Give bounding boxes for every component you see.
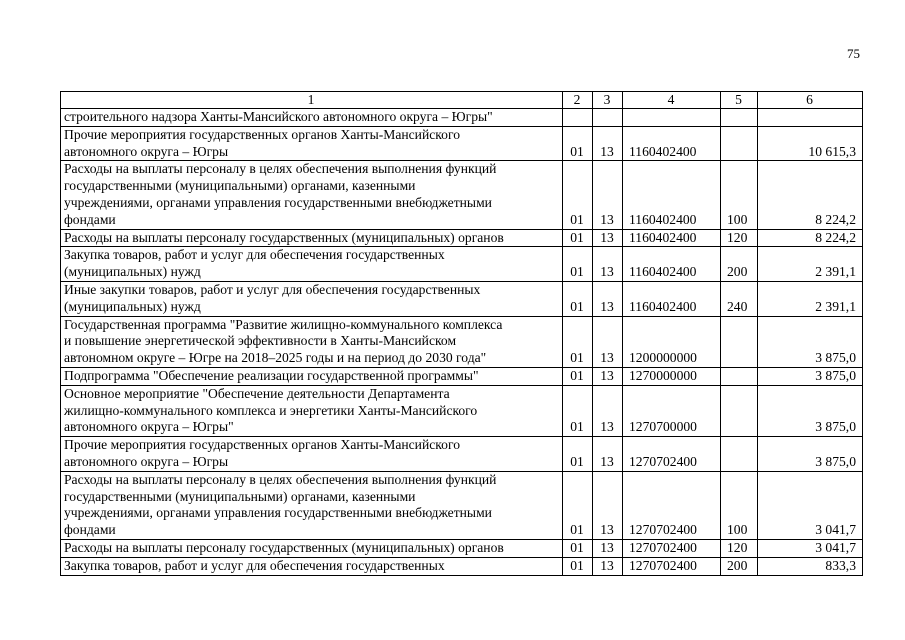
header-cell-expense-type: 5 xyxy=(721,92,758,109)
row-section: 01 xyxy=(563,557,593,575)
row-section: 01 xyxy=(563,161,593,229)
row-description xyxy=(61,229,563,247)
row-target-article: 1160402400 xyxy=(623,281,721,316)
description-line: автономном округе – Югре на 2018–2025 годы и на период до 2030 года" xyxy=(64,350,487,366)
row-subsection: 13 xyxy=(593,229,623,247)
description-line: Расходы на выплаты персоналу государственных (муниципальных) органов xyxy=(64,229,504,245)
description-line: Расходы на выплаты персоналу в целях обеспечения выполнения функций xyxy=(64,161,497,177)
row-section: 01 xyxy=(563,367,593,385)
row-subsection xyxy=(593,109,623,127)
row-description xyxy=(61,385,563,436)
row-target-article: 1270702400 xyxy=(623,471,721,539)
row-section: 01 xyxy=(563,437,593,472)
row-section: 01 xyxy=(563,229,593,247)
row-amount: 3 875,0 xyxy=(758,385,863,436)
row-section: 01 xyxy=(563,126,593,161)
row-subsection: 13 xyxy=(593,247,623,282)
description-line: Основное мероприятие "Обеспечение деятельности Департамента xyxy=(64,385,450,401)
description-line: Государственная программа "Развитие жилищно-коммунального комплекса xyxy=(64,316,503,332)
description-line: автономного округа – Югры" xyxy=(64,419,234,435)
row-section xyxy=(563,109,593,127)
row-amount: 3 875,0 xyxy=(758,316,863,367)
page-number: 75 xyxy=(847,46,860,61)
row-subsection: 13 xyxy=(593,161,623,229)
row-description xyxy=(61,316,563,367)
description-line: строительного надзора Ханты-Мансийского автономного округа – Югры" xyxy=(64,109,493,124)
row-subsection: 13 xyxy=(593,385,623,436)
header-cell-amount: 6 xyxy=(758,92,863,109)
description-line: Иные закупки товаров, работ и услуг для обеспечения государственных xyxy=(64,281,481,297)
row-target-article xyxy=(623,109,721,127)
table-row xyxy=(61,471,863,539)
row-subsection: 13 xyxy=(593,437,623,472)
row-amount xyxy=(758,109,863,127)
row-amount: 3 875,0 xyxy=(758,367,863,385)
row-target-article: 1270702400 xyxy=(623,539,721,557)
row-amount: 833,3 xyxy=(758,557,863,575)
description-line: Прочие мероприятия государственных органов Ханты-Мансийского xyxy=(64,437,461,453)
row-subsection: 13 xyxy=(593,126,623,161)
table-row xyxy=(61,316,863,367)
row-description xyxy=(61,437,563,472)
row-expense-type: 100 xyxy=(721,471,758,539)
description-line: жилищно-коммунального комплекса и энергетики Ханты-Мансийского xyxy=(64,402,478,418)
description-line: учреждениями, органами управления государственными внебюджетными xyxy=(64,505,492,521)
row-expense-type: 120 xyxy=(721,539,758,557)
table-row xyxy=(61,281,863,316)
description-line: Закупка товаров, работ и услуг для обеспечения государственных xyxy=(64,557,445,573)
description-line: Прочие мероприятия государственных органов Ханты-Мансийского xyxy=(64,126,461,142)
row-target-article: 1200000000 xyxy=(623,316,721,367)
table-row xyxy=(61,539,863,557)
row-target-article: 1160402400 xyxy=(623,247,721,282)
row-expense-type xyxy=(721,126,758,161)
row-section: 01 xyxy=(563,316,593,367)
table-row xyxy=(61,437,863,472)
table-row xyxy=(61,367,863,385)
row-expense-type: 100 xyxy=(721,161,758,229)
table-row xyxy=(61,247,863,282)
row-section: 01 xyxy=(563,247,593,282)
row-description xyxy=(61,539,563,557)
row-amount: 8 224,2 xyxy=(758,229,863,247)
description-line: Закупка товаров, работ и услуг для обеспечения государственных xyxy=(64,247,445,263)
row-expense-type xyxy=(721,367,758,385)
description-line: фондами xyxy=(64,522,116,538)
row-section: 01 xyxy=(563,471,593,539)
description-line: (муниципальных) нужд xyxy=(64,298,201,314)
row-target-article: 1270702400 xyxy=(623,437,721,472)
row-subsection: 13 xyxy=(593,281,623,316)
row-amount: 2 391,1 xyxy=(758,247,863,282)
row-description xyxy=(61,557,563,575)
table-row xyxy=(61,385,863,436)
row-expense-type: 200 xyxy=(721,247,758,282)
row-expense-type xyxy=(721,109,758,127)
row-subsection: 13 xyxy=(593,471,623,539)
table-header-row xyxy=(61,92,863,109)
row-amount: 8 224,2 xyxy=(758,161,863,229)
header-cell-section: 2 xyxy=(563,92,593,109)
row-subsection: 13 xyxy=(593,539,623,557)
row-expense-type xyxy=(721,385,758,436)
row-target-article: 1160402400 xyxy=(623,161,721,229)
row-section: 01 xyxy=(563,385,593,436)
row-description xyxy=(61,126,563,161)
description-line: Расходы на выплаты персоналу государственных (муниципальных) органов xyxy=(64,539,504,555)
description-line: Подпрограмма "Обеспечение реализации государственной программы" xyxy=(64,367,479,383)
description-line: автономного округа – Югры xyxy=(64,453,229,469)
description-line: и повышение энергетической эффективности в Ханты-Мансийском xyxy=(64,333,457,349)
row-amount: 3 041,7 xyxy=(758,539,863,557)
table-row xyxy=(61,161,863,229)
description-line: государственными (муниципальными) органами, казенными xyxy=(64,178,416,194)
row-amount: 2 391,1 xyxy=(758,281,863,316)
description-line: Расходы на выплаты персоналу в целях обеспечения выполнения функций xyxy=(64,471,497,487)
table-row xyxy=(61,557,863,575)
budget-table xyxy=(60,91,863,576)
row-amount: 3 041,7 xyxy=(758,471,863,539)
table-row xyxy=(61,109,863,127)
description-line: фондами xyxy=(64,211,116,227)
row-description xyxy=(61,161,563,229)
row-expense-type: 240 xyxy=(721,281,758,316)
row-expense-type xyxy=(721,316,758,367)
row-expense-type: 120 xyxy=(721,229,758,247)
header-cell-description: 1 xyxy=(61,92,563,109)
row-target-article: 1160402400 xyxy=(623,126,721,161)
row-target-article: 1270000000 xyxy=(623,367,721,385)
row-target-article: 1270700000 xyxy=(623,385,721,436)
description-line: учреждениями, органами управления государственными внебюджетными xyxy=(64,194,492,210)
row-section: 01 xyxy=(563,281,593,316)
row-subsection: 13 xyxy=(593,367,623,385)
row-target-article: 1270702400 xyxy=(623,557,721,575)
header-cell-subsection: 3 xyxy=(593,92,623,109)
row-expense-type xyxy=(721,437,758,472)
row-section: 01 xyxy=(563,539,593,557)
description-line: автономного округа – Югры xyxy=(64,143,229,159)
row-description xyxy=(61,281,563,316)
row-description xyxy=(61,109,563,127)
row-amount: 3 875,0 xyxy=(758,437,863,472)
row-target-article: 1160402400 xyxy=(623,229,721,247)
table-row xyxy=(61,126,863,161)
row-description xyxy=(61,471,563,539)
table-row xyxy=(61,229,863,247)
description-line: (муниципальных) нужд xyxy=(64,264,201,280)
row-subsection: 13 xyxy=(593,316,623,367)
row-description xyxy=(61,247,563,282)
row-subsection: 13 xyxy=(593,557,623,575)
description-line: государственными (муниципальными) органами, казенными xyxy=(64,488,416,504)
row-expense-type: 200 xyxy=(721,557,758,575)
row-description xyxy=(61,367,563,385)
header-cell-target-article: 4 xyxy=(623,92,721,109)
row-amount: 10 615,3 xyxy=(758,126,863,161)
table-body xyxy=(61,92,863,576)
